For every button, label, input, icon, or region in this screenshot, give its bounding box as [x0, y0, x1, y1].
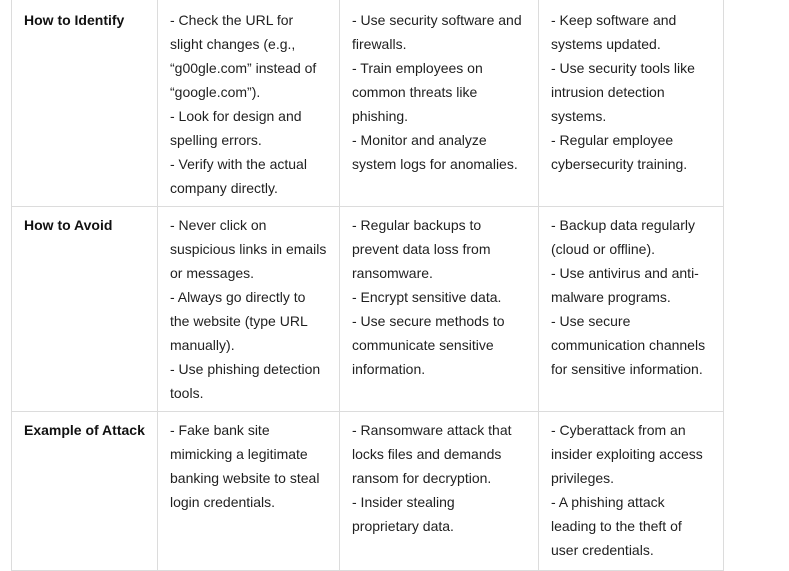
cell-text-line: - Use secure — [551, 313, 631, 329]
cell-text-line: - Use phishing detection — [170, 361, 321, 377]
cell-text-line: slight changes (e.g., — [170, 36, 296, 52]
table-cell — [340, 412, 539, 571]
cell-text-line: prevent data loss from — [352, 241, 491, 257]
cell-text-line: tools. — [170, 385, 204, 401]
row-header-label: Example of Attack — [24, 422, 145, 438]
cell-text-line: ransomware. — [352, 265, 433, 281]
cell-text-line: or messages. — [170, 265, 255, 281]
cell-text-line: proprietary data. — [352, 518, 454, 534]
cell-text-line: locks files and demands — [352, 446, 502, 462]
table-cell — [539, 0, 724, 207]
cell-text-line: cybersecurity training. — [551, 156, 688, 172]
cell-text-line: ransom for decryption. — [352, 470, 492, 486]
cell-text-line: manually). — [170, 337, 235, 353]
cell-text-line: systems. — [551, 108, 607, 124]
row-header-cell — [12, 412, 158, 571]
cell-text-line: - Keep software and — [551, 12, 677, 28]
cell-text-line: communicate sensitive — [352, 337, 494, 353]
cell-text-line: - Train employees on — [352, 60, 483, 76]
cell-text-line: system logs for anomalies. — [352, 156, 518, 172]
cell-text-line: communication channels — [551, 337, 706, 353]
cell-text-line: leading to the theft of — [551, 518, 682, 534]
row-how-to-avoid — [12, 207, 724, 412]
cell-text-line: - Monitor and analyze — [352, 132, 487, 148]
comparison-table-container — [11, 0, 723, 571]
cell-text-line: privileges. — [551, 470, 615, 486]
cell-text-line: banking website to steal — [170, 470, 320, 486]
cell-text-line: (cloud or offline). — [551, 241, 656, 257]
row-example-of-attack — [12, 412, 724, 571]
cell-text-line: - Fake bank site — [170, 422, 270, 438]
table-cell — [158, 207, 340, 412]
cell-text-line: - Look for design and — [170, 108, 302, 124]
cell-text-line: - Use security tools like — [551, 60, 695, 76]
cell-text-line: phishing. — [352, 108, 409, 124]
cell-text-line: intrusion detection — [551, 84, 665, 100]
row-header-cell — [12, 0, 158, 207]
table-cell — [539, 207, 724, 412]
table-body — [12, 0, 724, 571]
cell-text-line: - Use security software and — [352, 12, 522, 28]
cell-text-line: the website (type URL — [170, 313, 308, 329]
table-cell — [158, 0, 340, 207]
row-header-label: How to Identify — [24, 12, 125, 28]
cell-text-line: user credentials. — [551, 542, 654, 558]
cell-text-line: firewalls. — [352, 36, 407, 52]
cell-text-line: for sensitive information. — [551, 361, 703, 377]
table-cell — [539, 412, 724, 571]
cell-text-line: - Never click on — [170, 217, 267, 233]
cell-text-line: - Use secure methods to — [352, 313, 505, 329]
cell-text-line: “g00gle.com” instead of — [170, 60, 317, 76]
cell-text-line: - Verify with the actual — [170, 156, 307, 172]
cell-text-line: - Insider stealing — [352, 494, 455, 510]
comparison-table — [11, 0, 724, 571]
cell-text-line: suspicious links in emails — [170, 241, 327, 257]
cell-text-line: insider exploiting access — [551, 446, 703, 462]
cell-text-line: spelling errors. — [170, 132, 262, 148]
table-cell — [340, 0, 539, 207]
cell-text-line: information. — [352, 361, 426, 377]
cell-text-line: “google.com”). — [170, 84, 261, 100]
cell-text-line: malware programs. — [551, 289, 671, 305]
cell-text-line: - Regular backups to — [352, 217, 482, 233]
cell-text-line: - Always go directly to — [170, 289, 306, 305]
cell-text-line: systems updated. — [551, 36, 661, 52]
cell-text-line: - A phishing attack — [551, 494, 665, 510]
row-how-to-identify — [12, 0, 724, 207]
table-cell — [158, 412, 340, 571]
cell-text-line: - Backup data regularly — [551, 217, 695, 233]
row-header-cell — [12, 207, 158, 412]
cell-text-line: - Regular employee — [551, 132, 674, 148]
cell-text-line: - Ransomware attack that — [352, 422, 512, 438]
cell-text-line: - Use antivirus and anti- — [551, 265, 699, 281]
cell-text-line: - Check the URL for — [170, 12, 294, 28]
cell-text-line: company directly. — [170, 180, 278, 196]
cell-text-line: login credentials. — [170, 494, 276, 510]
cell-text-line: - Encrypt sensitive data. — [352, 289, 502, 305]
cell-text-line: common threats like — [352, 84, 478, 100]
cell-text-line: - Cyberattack from an — [551, 422, 686, 438]
row-header-label: How to Avoid — [24, 217, 113, 233]
cell-text-line: mimicking a legitimate — [170, 446, 308, 462]
table-cell — [340, 207, 539, 412]
